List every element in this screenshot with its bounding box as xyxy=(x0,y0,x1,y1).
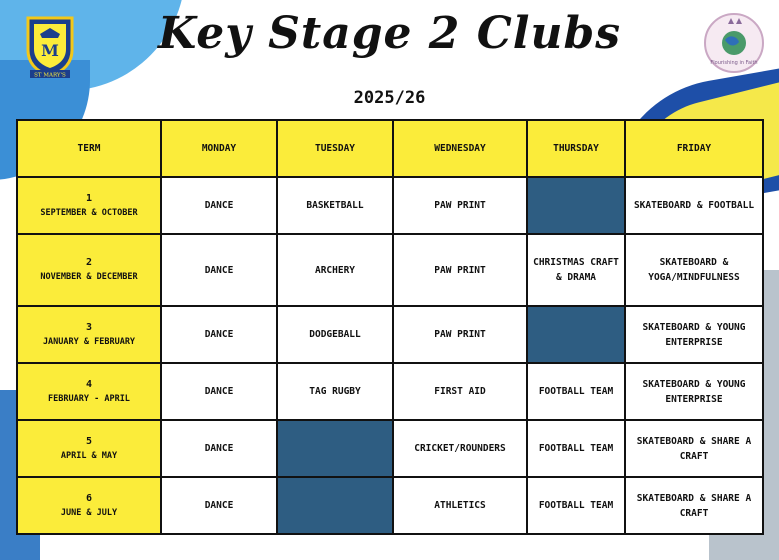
club-name: CRICKET/ROUNDERS xyxy=(414,443,506,454)
clubs-timetable xyxy=(16,119,764,535)
term-number: 5 xyxy=(85,435,93,447)
table-row xyxy=(17,420,763,477)
table-row xyxy=(17,177,763,234)
empty-slot-thursday xyxy=(527,306,625,363)
term-cell xyxy=(17,420,161,477)
term-number: 2 xyxy=(85,257,93,268)
term-cell xyxy=(17,306,161,363)
column-header-monday: MONDAY xyxy=(161,120,277,177)
club-name: PAW PRINT xyxy=(434,329,486,340)
term-months: SEPTEMBER & OCTOBER xyxy=(40,207,138,218)
term-months: APRIL & MAY xyxy=(60,450,118,461)
club-name: DODGEBALL xyxy=(309,329,361,340)
club-name: ARCHERY xyxy=(314,264,356,276)
term-number: 3 xyxy=(85,321,93,333)
club-name: FOOTBALL TEAM xyxy=(538,443,614,454)
club-cell-wednesday xyxy=(393,234,527,306)
club-name: DANCE xyxy=(204,329,234,340)
club-cell-tuesday xyxy=(277,177,393,234)
club-name: DANCE xyxy=(204,200,234,211)
club-name: SKATEBOARD & FOOTBALL xyxy=(633,200,755,211)
club-cell-friday xyxy=(625,363,763,420)
page-title: Key Stage 2 Clubs xyxy=(157,8,622,59)
club-name: PAW PRINT xyxy=(434,200,486,211)
club-cell-thursday xyxy=(527,234,625,306)
club-cell-wednesday xyxy=(393,177,527,234)
club-name: TAG RUGBY xyxy=(309,386,361,397)
club-name: PAW PRINT xyxy=(434,264,486,276)
club-name: DANCE xyxy=(204,264,234,276)
club-cell-friday xyxy=(625,177,763,234)
club-cell-monday xyxy=(161,420,277,477)
term-months: JANUARY & FEBRUARY xyxy=(42,336,136,347)
club-name: FOOTBALL TEAM xyxy=(538,500,614,511)
club-cell-friday xyxy=(625,477,763,534)
club-cell-monday xyxy=(161,234,277,306)
club-cell-monday xyxy=(161,306,277,363)
club-cell-friday xyxy=(625,306,763,363)
club-cell-monday xyxy=(161,177,277,234)
club-cell-friday xyxy=(625,234,763,306)
club-cell-thursday xyxy=(527,420,625,477)
term-number: 1 xyxy=(85,192,93,204)
club-name: DANCE xyxy=(204,500,234,511)
term-cell xyxy=(17,363,161,420)
table-header-row xyxy=(17,120,763,177)
column-header-friday: FRIDAY xyxy=(625,120,763,177)
club-name: DANCE xyxy=(204,386,234,397)
table-row xyxy=(17,234,763,306)
term-cell xyxy=(17,477,161,534)
column-header-thursday: THURSDAY xyxy=(527,120,625,177)
column-header-tuesday: TUESDAY xyxy=(277,120,393,177)
club-cell-wednesday xyxy=(393,477,527,534)
table-row xyxy=(17,363,763,420)
column-header-wednesday: WEDNESDAY xyxy=(393,120,527,177)
club-name: CHRISTMAS CRAFT & DRAMA xyxy=(533,257,619,283)
club-name: DANCE xyxy=(204,443,234,454)
club-cell-thursday xyxy=(527,363,625,420)
club-cell-wednesday xyxy=(393,363,527,420)
term-cell xyxy=(17,234,161,306)
club-name: FIRST AID xyxy=(434,386,486,397)
club-name: FOOTBALL TEAM xyxy=(538,386,614,397)
club-name: SKATEBOARD & YOUNG ENTERPRISE xyxy=(642,378,746,405)
club-name: SKATEBOARD & SHARE A CRAFT xyxy=(636,435,752,462)
term-months: NOVEMBER & DECEMBER xyxy=(40,272,138,282)
club-cell-wednesday xyxy=(393,420,527,477)
empty-slot-thursday xyxy=(527,177,625,234)
club-name: SKATEBOARD & YOUNG ENTERPRISE xyxy=(642,321,746,348)
svg-text:M: M xyxy=(41,41,59,60)
svg-text:ST MARY'S: ST MARY'S xyxy=(34,72,66,79)
term-number: 6 xyxy=(85,492,93,504)
club-name: SKATEBOARD & SHARE A CRAFT xyxy=(636,492,752,519)
club-cell-monday xyxy=(161,363,277,420)
club-name: ATHLETICS xyxy=(434,500,486,511)
term-months: JUNE & JULY xyxy=(60,507,118,518)
empty-slot-tuesday xyxy=(277,420,393,477)
club-name: SKATEBOARD & YOGA/MINDFULNESS xyxy=(648,257,740,283)
club-cell-monday xyxy=(161,477,277,534)
club-cell-tuesday xyxy=(277,306,393,363)
term-cell xyxy=(17,177,161,234)
club-cell-wednesday xyxy=(393,306,527,363)
club-cell-thursday xyxy=(527,477,625,534)
club-cell-tuesday xyxy=(277,234,393,306)
club-cell-friday xyxy=(625,420,763,477)
academic-year: 2025/26 xyxy=(353,88,426,108)
term-months: FEBRUARY - APRIL xyxy=(48,393,130,404)
column-header-term: TERM xyxy=(17,120,161,177)
table-row xyxy=(17,306,763,363)
table-row xyxy=(17,477,763,534)
svg-text:Flourishing in Faith: Flourishing in Faith xyxy=(710,60,758,66)
club-name: BASKETBALL xyxy=(306,200,364,211)
empty-slot-tuesday xyxy=(277,477,393,534)
club-cell-tuesday xyxy=(277,363,393,420)
term-number: 4 xyxy=(85,378,93,390)
